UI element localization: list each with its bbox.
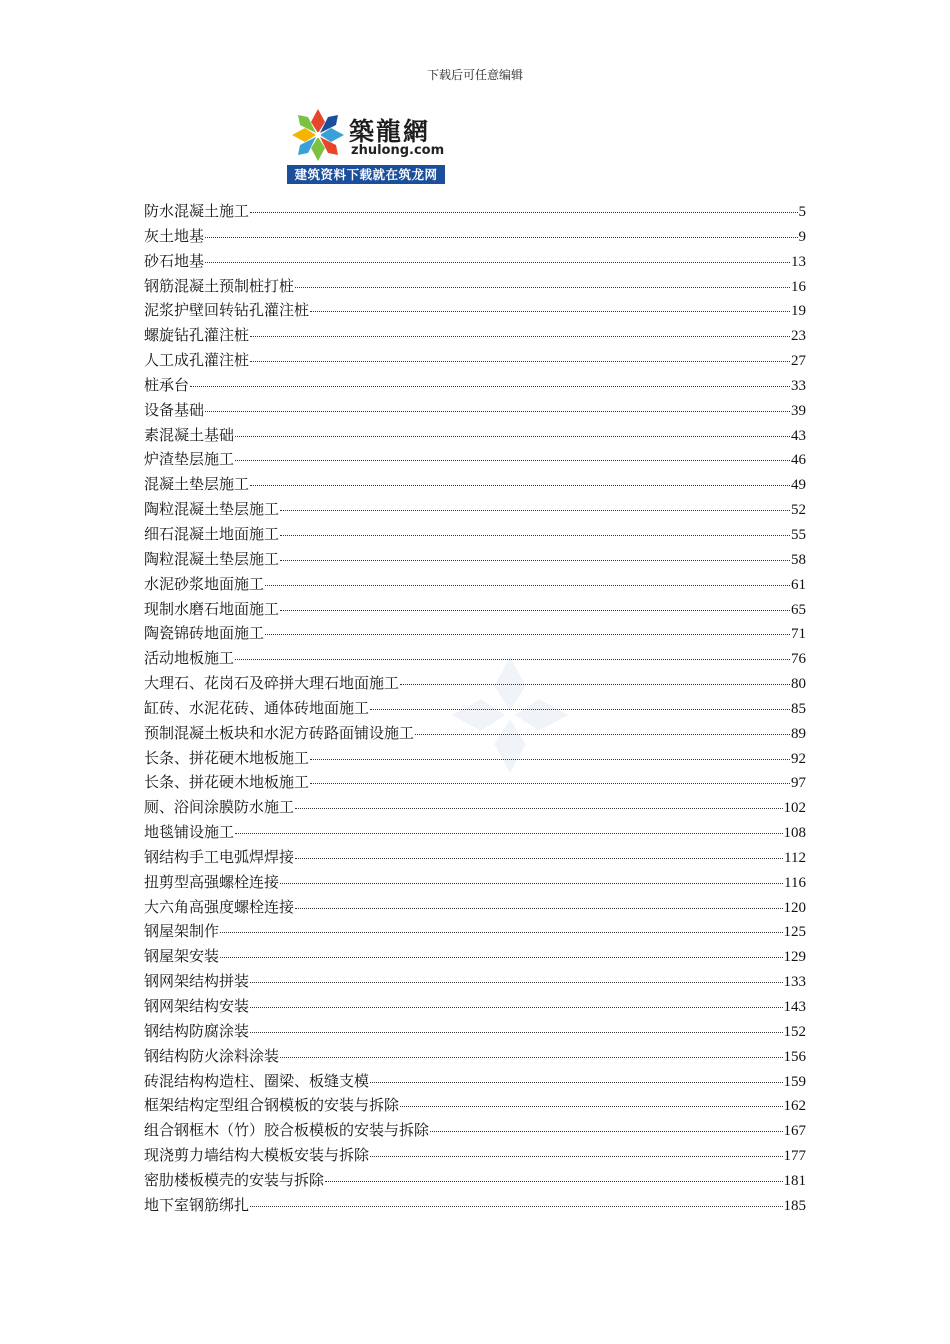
logo-top <box>287 106 445 164</box>
toc-dot-leader <box>280 1056 782 1058</box>
toc-dot-leader <box>235 658 790 660</box>
toc-entry[interactable] <box>144 298 806 323</box>
toc-entry[interactable] <box>144 274 806 299</box>
toc-entry[interactable] <box>144 919 806 944</box>
toc-entry[interactable] <box>144 1044 806 1069</box>
toc-entry-page: 61 <box>791 576 806 593</box>
toc-entry-page: 49 <box>791 477 806 494</box>
toc-entry-title: 钢结构手工电弧焊焊接 <box>144 847 295 866</box>
toc-dot-leader <box>250 981 782 983</box>
toc-entry-title: 钢网架结构安装 <box>144 997 250 1015</box>
toc-entry-page: 58 <box>791 551 806 568</box>
toc-dot-leader <box>295 807 782 809</box>
toc-entry-title: 钢筋混凝土预制桩打桩 <box>144 276 295 295</box>
toc-dot-leader <box>205 236 797 238</box>
toc-entry-title: 素混凝土基础 <box>144 425 235 444</box>
toc-entry[interactable] <box>144 770 806 795</box>
toc-entry[interactable] <box>144 696 806 721</box>
toc-entry[interactable] <box>144 1019 806 1044</box>
toc-dot-leader <box>280 534 790 536</box>
toc-entry-page: 92 <box>791 750 806 767</box>
toc-dot-leader <box>310 782 790 784</box>
toc-entry-title: 设备基础 <box>144 400 205 419</box>
toc-entry[interactable] <box>144 646 806 671</box>
toc-entry-title: 组合钢框木（竹）胶合板模板的安装与拆除 <box>144 1121 430 1140</box>
toc-dot-leader <box>430 1130 782 1132</box>
toc-entry[interactable] <box>144 398 806 423</box>
toc-entry-page: 33 <box>791 377 806 394</box>
toc-entry-page: 85 <box>791 700 806 717</box>
toc-entry[interactable] <box>144 944 806 969</box>
toc-entry[interactable] <box>144 969 806 994</box>
toc-dot-leader <box>400 1105 782 1107</box>
toc-entry-title: 长条、拼花硬木地板施工 <box>144 773 310 792</box>
toc-dot-leader <box>295 286 790 288</box>
toc-entry-title: 现制水磨石地面施工 <box>144 599 280 618</box>
toc-entry-title: 框架结构定型组合钢模板的安装与拆除 <box>144 1096 400 1115</box>
toc-entry[interactable] <box>144 199 806 224</box>
toc-entry-page: 71 <box>791 626 806 643</box>
toc-dot-leader <box>370 1155 782 1157</box>
toc-entry-page: 162 <box>783 1098 806 1115</box>
toc-entry-page: 46 <box>791 452 806 469</box>
pinwheel-logo-icon <box>289 106 347 164</box>
toc-dot-leader <box>295 857 783 859</box>
toc-entry-title: 混凝土垫层施工 <box>144 475 250 494</box>
logo-slogan: 建筑资料下载就在筑龙网 <box>287 165 445 184</box>
toc-dot-leader <box>250 1031 782 1033</box>
toc-entry-page: 102 <box>783 800 806 817</box>
toc-entry[interactable] <box>144 472 806 497</box>
toc-entry[interactable] <box>144 597 806 622</box>
toc-entry-title: 灰土地基 <box>144 226 205 245</box>
toc-dot-leader <box>280 509 790 511</box>
toc-entry[interactable] <box>144 423 806 448</box>
toc-entry[interactable] <box>144 447 806 472</box>
toc-entry-title: 钢结构防腐涂装 <box>144 1021 250 1040</box>
toc-entry-page: 89 <box>791 725 806 742</box>
zhulong-logo <box>287 106 445 184</box>
toc-entry-title: 大理石、花岗石及碎拼大理石地面施工 <box>144 674 400 693</box>
toc-entry-page: 185 <box>783 1197 806 1214</box>
toc-entry-page: 80 <box>791 676 806 693</box>
toc-entry-page: 76 <box>791 651 806 668</box>
toc-entry-page: 133 <box>783 974 806 991</box>
toc-entry[interactable] <box>144 795 806 820</box>
toc-entry-page: 129 <box>783 949 806 966</box>
toc-dot-leader <box>205 261 790 263</box>
toc-dot-leader <box>325 1180 782 1182</box>
toc-entry-title: 扭剪型高强螺栓连接 <box>144 872 280 891</box>
toc-entry-title: 地毯铺设施工 <box>144 823 235 842</box>
toc-entry-title: 水泥砂浆地面施工 <box>144 574 265 593</box>
toc-dot-leader <box>220 956 782 958</box>
toc-entry-page: 55 <box>791 526 806 543</box>
toc-entry-page: 116 <box>784 874 806 891</box>
toc-entry-page: 19 <box>791 303 806 320</box>
toc-entry-page: 23 <box>791 328 806 345</box>
toc-entry-page: 156 <box>783 1048 806 1065</box>
toc-dot-leader <box>265 584 790 586</box>
toc-entry[interactable] <box>144 1193 806 1218</box>
toc-entry[interactable] <box>144 820 806 845</box>
toc-entry[interactable] <box>144 845 806 870</box>
toc-entry-title: 大六角高强度螺栓连接 <box>144 897 295 916</box>
toc-dot-leader <box>370 1081 782 1083</box>
toc-entry-title: 陶瓷锦砖地面施工 <box>144 624 265 643</box>
toc-dot-leader <box>310 758 790 760</box>
toc-dot-leader <box>415 733 790 735</box>
logo-name-cn: 築龍網 <box>349 117 431 146</box>
toc-entry-title: 防水混凝土施工 <box>144 202 250 220</box>
toc-entry-page: 9 <box>798 228 806 245</box>
toc-entry-title: 钢结构防火涂料涂装 <box>144 1046 280 1065</box>
toc-entry-title: 砂石地基 <box>144 251 205 270</box>
toc-entry[interactable] <box>144 621 806 646</box>
toc-dot-leader <box>280 882 783 884</box>
toc-dot-leader <box>190 385 790 387</box>
toc-dot-leader <box>310 310 790 312</box>
toc-entry[interactable] <box>144 323 806 348</box>
toc-dot-leader <box>280 559 790 561</box>
toc-entry[interactable] <box>144 373 806 398</box>
header-note: 下载后可任意编辑 <box>426 68 523 82</box>
toc-entry[interactable] <box>144 348 806 373</box>
toc-entry[interactable] <box>144 572 806 597</box>
toc-entry-title: 钢屋架制作 <box>144 922 220 941</box>
toc-dot-leader <box>235 832 782 834</box>
toc-entry-title: 活动地板施工 <box>144 649 235 668</box>
toc-entry-page: 159 <box>783 1073 806 1090</box>
toc-entry-title: 泥浆护壁回转钻孔灌注桩 <box>144 301 310 320</box>
toc-entry-title: 现浇剪力墙结构大模板安装与拆除 <box>144 1146 370 1165</box>
toc-dot-leader <box>250 1006 782 1008</box>
toc-dot-leader <box>280 609 790 611</box>
toc-entry[interactable] <box>144 1069 806 1094</box>
toc-entry[interactable] <box>144 1168 806 1193</box>
toc-entry-page: 16 <box>791 278 806 295</box>
toc-entry-page: 125 <box>783 924 806 941</box>
toc-entry-title: 陶粒混凝土垫层施工 <box>144 549 280 568</box>
toc-entry-title: 地下室钢筋绑扎 <box>144 1195 250 1214</box>
toc-entry[interactable] <box>144 895 806 920</box>
toc-entry[interactable] <box>144 1143 806 1168</box>
toc-entry-title: 长条、拼花硬木地板施工 <box>144 748 310 767</box>
toc-entry[interactable] <box>144 746 806 771</box>
toc-dot-leader <box>235 459 790 461</box>
toc-dot-leader <box>295 907 782 909</box>
toc-entry[interactable] <box>144 994 806 1019</box>
toc-entry-page: 39 <box>791 402 806 419</box>
toc-entry-title: 陶粒混凝土垫层施工 <box>144 500 280 519</box>
toc-dot-leader <box>250 335 790 337</box>
toc-entry-page: 120 <box>783 899 806 916</box>
toc-entry-page: 65 <box>791 601 806 618</box>
toc-entry-page: 143 <box>783 999 806 1015</box>
toc-dot-leader <box>250 211 797 213</box>
toc-entry-title: 预制混凝土板块和水泥方砖路面铺设施工 <box>144 723 415 742</box>
toc-entry-page: 167 <box>783 1123 806 1140</box>
toc-dot-leader <box>250 484 790 486</box>
toc-entry[interactable] <box>144 671 806 696</box>
toc-entry-title: 砖混结构构造柱、圈梁、板缝支模 <box>144 1071 370 1090</box>
toc-dot-leader <box>400 683 790 685</box>
toc-entry-page: 108 <box>783 825 806 842</box>
toc-entry-page: 43 <box>791 427 806 444</box>
toc-entry-page: 181 <box>783 1172 806 1189</box>
toc-entry-title: 螺旋钻孔灌注桩 <box>144 326 250 345</box>
toc-entry-page: 52 <box>791 502 806 519</box>
toc-dot-leader <box>235 435 790 437</box>
toc-entry-title: 炉渣垫层施工 <box>144 450 235 469</box>
toc-dot-leader <box>250 360 790 362</box>
logo-domain: zhulong.com <box>351 143 445 158</box>
toc-dot-leader <box>370 708 790 710</box>
toc-entry[interactable] <box>144 1093 806 1118</box>
toc-entry[interactable] <box>144 522 806 547</box>
toc-entry-title: 钢屋架安装 <box>144 947 220 966</box>
toc-entry-page: 27 <box>791 353 806 370</box>
toc-entry-page: 152 <box>783 1023 806 1040</box>
toc-entry[interactable] <box>144 249 806 274</box>
toc-entry-title: 人工成孔灌注桩 <box>144 351 250 370</box>
toc-entry-page: 5 <box>798 204 806 220</box>
toc-entry-title: 桩承台 <box>144 375 190 394</box>
toc-dot-leader <box>250 1205 782 1207</box>
toc-entry-page: 112 <box>784 849 806 866</box>
toc-entry-title: 钢网架结构拼装 <box>144 972 250 991</box>
toc-entry-page: 97 <box>791 775 806 792</box>
toc-entry-title: 缸砖、水泥花砖、通体砖地面施工 <box>144 698 370 717</box>
toc-entry[interactable] <box>144 224 806 249</box>
toc-dot-leader <box>265 633 790 635</box>
toc-entry-page: 177 <box>783 1148 806 1165</box>
toc-entry-title: 厕、浴间涂膜防水施工 <box>144 798 295 817</box>
toc-entry[interactable] <box>144 497 806 522</box>
toc-entry[interactable] <box>144 1118 806 1143</box>
table-of-contents <box>144 199 806 1218</box>
toc-dot-leader <box>205 410 790 412</box>
toc-entry[interactable] <box>144 547 806 572</box>
toc-entry[interactable] <box>144 870 806 895</box>
toc-entry-title: 细石混凝土地面施工 <box>144 524 280 543</box>
toc-entry-title: 密肋楼板模壳的安装与拆除 <box>144 1170 325 1189</box>
toc-entry[interactable] <box>144 721 806 746</box>
toc-dot-leader <box>220 931 782 933</box>
toc-entry-page: 13 <box>791 253 806 270</box>
